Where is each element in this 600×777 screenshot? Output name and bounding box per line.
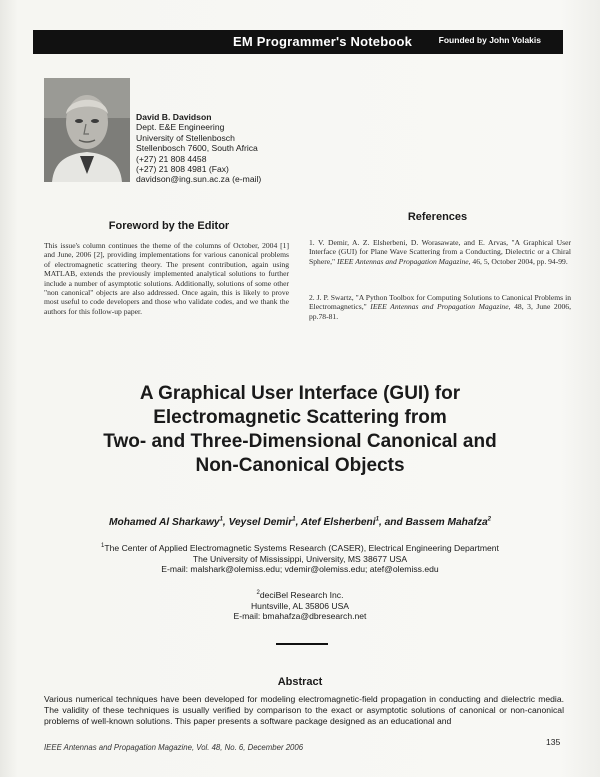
editor-university: University of Stellenbosch <box>136 132 235 143</box>
author-affiliation-mark: 1 <box>292 516 296 523</box>
affiliation-mark: 1 <box>101 543 105 550</box>
author-separator: , and <box>378 517 406 528</box>
section-divider <box>276 643 328 645</box>
title-line: A Graphical User Interface (GUI) for <box>139 383 461 404</box>
reference-journal: IEEE Antennas and Propagation Magazine, <box>370 302 511 312</box>
author-name: Mohamed Al Sharkawy <box>108 517 220 528</box>
editor-department: Dept. E&E Engineering <box>136 122 225 133</box>
affiliation-mark: 2 <box>256 590 260 597</box>
affiliation-line <box>30 543 570 554</box>
reference-item <box>309 238 571 266</box>
title-line: Non-Canonical Objects <box>195 455 405 476</box>
author-name: Veysel Demir <box>228 517 293 528</box>
author-separator: , <box>295 517 301 528</box>
footer-journal-citation: IEEE Antennas and Propagation Magazine, Vol. 48, No. 6, December 2006 <box>44 743 304 752</box>
author-name: Atef Elsherbeni <box>300 517 376 528</box>
author-affiliation-mark: 1 <box>219 516 223 523</box>
foreword-text: This issue's column continues the theme of the columns of October, 2004 [1] and June, 2006 [2], providing implementations for various canonical problems of electromagnetic scattering theory. The present contribution, again using MATLAB, extends the previously implemented analytical solutions to further include a number of asymptotic solutions. Additionally, solutions of some other "non canonical" objects are also addressed. Once again, this is likely to prove most useful to code developers and those who validate codes, and we thank the authors for this follow-up paper. <box>44 241 289 316</box>
author-separator: , <box>222 517 229 528</box>
affiliation-text: The Center of Applied Electromagnetic Systems Research (CASER), Electrical Engineering Department <box>104 543 499 553</box>
reference-text: 2. J. P. Swartz, "A Python Toolbox for Computing Solutions to Canonical Problems in Electromagnetics," <box>309 293 571 312</box>
reference-item <box>309 293 571 321</box>
reference-journal: IEEE Antennas and Propagation Magazine, <box>337 256 471 266</box>
editor-photo <box>44 78 130 182</box>
author-affiliation-mark: 1 <box>375 516 379 523</box>
affiliation-line: The University of Mississippi, University, MS 38677 USA <box>192 553 408 564</box>
editor-fax: (+27) 21 808 4981 (Fax) <box>136 164 229 175</box>
affiliation-email: E-mail: malshark@olemiss.edu; vdemir@olemiss.edu; atef@olemiss.edu <box>161 564 439 575</box>
column-title: EM Programmer's Notebook <box>233 34 413 49</box>
founded-by-credit: Founded by John Volakis <box>438 35 541 45</box>
title-line: Electromagnetic Scattering from <box>153 407 447 428</box>
editor-name: David B. Davidson <box>136 112 212 122</box>
affiliation-email: E-mail: bmahafza@dbresearch.net <box>233 611 367 622</box>
abstract-heading: Abstract <box>277 676 323 688</box>
foreword-heading: Foreword by the Editor <box>108 220 230 232</box>
editor-portrait-icon <box>44 78 130 182</box>
editor-contact-block <box>136 112 261 185</box>
affiliation-line <box>30 590 570 601</box>
reference-tail: 48, 3, June 2006, pp.78-81. <box>309 302 572 321</box>
editor-phone: (+27) 21 808 4458 <box>136 153 207 164</box>
affiliation-line: Huntsville, AL 35806 USA <box>250 600 350 611</box>
author-list <box>30 517 570 528</box>
editor-email: davidson@ing.sun.ac.za (e-mail) <box>136 174 262 185</box>
editor-address: Stellenbosch 7600, South Africa <box>136 143 258 154</box>
affiliation-text: deciBel Research Inc. <box>259 590 344 600</box>
reference-tail: 46, 5, October 2004, pp. 94-99. <box>472 256 568 266</box>
abstract-text: Various numerical techniques have been developed for modeling electromagnetic-field propagation in conducting and dielectric media. The validity of these techniques is usually verified by comparison to the exact or asymptotic solutions of canonical or non-canonical problems of well-known solutions. This paper presents a software package designed as an educational and <box>44 694 564 726</box>
title-line: Two- and Three-Dimensional Canonical and <box>103 431 497 452</box>
references-heading: References <box>407 211 468 223</box>
column-header-bar <box>33 30 563 54</box>
author-affiliation-mark: 2 <box>487 516 491 523</box>
author-name: Bassem Mahafza <box>405 517 488 528</box>
article-title <box>20 382 580 478</box>
affiliation-2 <box>30 590 570 622</box>
page-number: 135 <box>546 737 561 747</box>
reference-text: 1. V. Demir, A. Z. Elsherbeni, D. Worasawate, and E. Arvas, "A Graphical User Interface (GUI) for Plane Wave Scattering from a Conducting, Dielectric or a Chiral Sphere," <box>309 238 571 266</box>
affiliation-1 <box>30 543 570 575</box>
